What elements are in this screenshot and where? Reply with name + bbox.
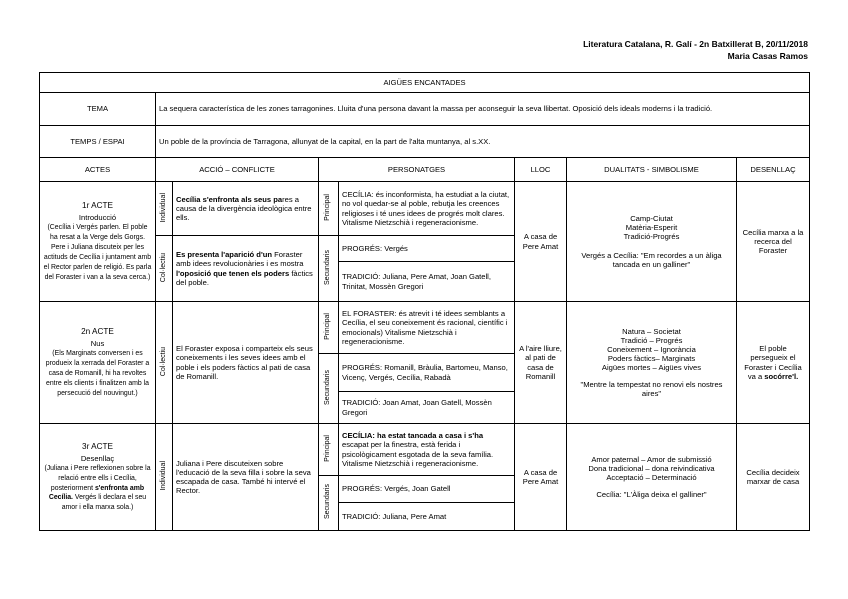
temps-text: Un poble de la província de Tarragona, allunyat de la capital, en la part de l'alta muntanya, al s.XX.	[156, 126, 810, 158]
act1-dualitat: Camp-Ciutat	[630, 213, 673, 223]
act2-principal-label: Principal	[324, 313, 332, 340]
act3-progres: PROGRÉS: Vergés, Joan Gatell	[339, 476, 515, 503]
act1-dualitat: Matèria-Esperit	[625, 222, 678, 232]
act1-subtitle: Introducció	[78, 213, 117, 223]
act2-quote: "Mentre la tempestat no renovi els nostres aires"	[580, 380, 723, 399]
act3-secundaris-label-cell	[319, 476, 339, 531]
act1-title: 1r ACTE	[82, 201, 113, 211]
act1-description: (Cecília i Vergés parlen. El poble ha resat a la Verge dels Gorgs. Pere i Juliana discuteix per les actituds de Cecília i juntament amb el Rector parlen de religió. Es parla del Foraster i van a la seva cerca.)	[43, 224, 152, 281]
act2-secundaris-label: Secundaris	[324, 369, 332, 405]
act1-action1	[173, 182, 319, 236]
act3-action1: Juliana i Pere discuteixen sobre l'educació de la seva filla i sobre la seva escapada de casa. També hi intervé el Rector.	[173, 424, 319, 531]
act1-action1-bold: Cecília s'enfronta als seus pa	[176, 194, 283, 204]
act1-principal-label: Principal	[324, 194, 332, 221]
act1-principal-label-cell	[319, 182, 339, 236]
act2-desenllac-bold: socórre'l.	[764, 371, 799, 381]
act3-desenllac: Cecília decideix marxar de casa	[737, 424, 810, 531]
act1-action1-text: res a causa de la divergència ideològica entre ells.	[176, 194, 312, 223]
act2-lloc: A l'aire lliure, al pati de casa de Romanill	[515, 302, 567, 424]
act1-action2-type: Col·lectiu	[159, 252, 167, 283]
act3-title: 3r ACTE	[82, 441, 113, 451]
act2-principal-label-cell	[319, 302, 339, 354]
act3-tradicio: TRADICIÓ: Juliana, Pere Amat	[339, 503, 515, 531]
act2-desenllac-text: El poble persegueix el Foraster i Cecília va a	[744, 344, 802, 381]
act2-dualitat: Poders fàctics– Marginats	[607, 353, 696, 363]
act2-principal: EL FORASTER: és atrevit i té idees semblants a Cecília, el seu coneixement és racional, científic i emocionals) Vitalisme Nietzschià i regeneracionisme.	[339, 302, 515, 354]
act2-action1: El Foraster exposa i comparteix els seus coneixements i les seves idees amb el poble i els poders fàctics al pati de casa de Romanill.	[173, 302, 319, 424]
document-header	[583, 38, 808, 62]
tema-label: TEMA	[40, 93, 156, 126]
act1-action2-type-cell	[156, 236, 173, 302]
table-title: AIGÜES ENCANTADES	[40, 73, 810, 93]
act2-secundaris-label-cell	[319, 354, 339, 424]
act1-action2	[173, 236, 319, 302]
act3-principal	[339, 424, 515, 476]
act1-cell	[40, 182, 156, 302]
act3-action1-type: Individual	[159, 461, 167, 491]
act2-cell	[40, 302, 156, 424]
act3-action1-type-cell	[156, 424, 173, 531]
act1-progres: PROGRÉS: Vergés	[339, 236, 515, 262]
act1-action2-bold: Es presenta l'aparició d'un	[176, 250, 273, 260]
col-header-lloc: LLOC	[515, 158, 567, 182]
act3-dualitat: Acceptació – Determinació	[606, 473, 697, 482]
act1-tradicio: TRADICIÓ: Juliana, Pere Amat, Joan Gatell, Trinitat, Mossèn Gregori	[339, 262, 515, 302]
act2-dualitat: Aigües mortes – Aigües vives	[601, 363, 702, 373]
act2-action1-type: Col·lectiu	[159, 346, 167, 377]
act3-dualitats	[567, 424, 737, 531]
analysis-table	[39, 72, 810, 531]
act1-action1-type: Individual	[159, 192, 167, 223]
act1-action2-bold2: l'oposició que tenen els poders	[176, 268, 290, 278]
act2-description: (Els Marginats conversen i es produeix la xerrada del Foraster a casa de Romanill, hi ha revoltes entre els clients i finalitzen amb la persecució del nouvingut.)	[45, 350, 150, 397]
act3-quote: Cecília: "L'Àliga deixa el galliner"	[596, 490, 707, 500]
act1-lloc: A casa de Pere Amat	[515, 182, 567, 302]
act3-dualitat: Dona tradicional – dona reivindicativa	[588, 463, 715, 473]
act2-subtitle: Nus	[90, 339, 105, 349]
act3-principal-bold: CECÍLIA: ha estat tancada a casa i s'ha	[342, 431, 484, 441]
act3-subtitle: Desenllaç	[80, 453, 115, 463]
tema-text: La sequera característica de les zones tarragonines. Lluita d'una persona davant la massa per aconseguir la seva llibertat. Oposició dels ideals moderns i la tradició.	[156, 93, 810, 126]
act2-tradicio: TRADICIÓ: Joan Amat, Joan Gatell, Mossèn Gregori	[339, 392, 515, 424]
act2-desenllac	[737, 302, 810, 424]
act2-progres: PROGRÉS: Romanill, Bràulia, Bartomeu, Manso, Vicenç, Vergés, Cecília, Rabadà	[339, 354, 515, 392]
act3-cell	[40, 424, 156, 531]
col-header-personatges: PERSONATGES	[319, 158, 515, 182]
act1-secundaris-label: Secundaris	[324, 249, 332, 285]
act3-dualitat: Amor paternal – Amor de submissió	[591, 454, 712, 464]
act1-quote: Vergés a Cecília: "Em recordes a un àliga tancada en un galliner"	[581, 251, 722, 270]
act3-principal-label-cell	[319, 424, 339, 476]
act2-dualitat: Coneixement – Ignorància	[607, 344, 696, 354]
act3-lloc: A casa de Pere Amat	[515, 424, 567, 531]
act2-action1-type-cell	[156, 302, 173, 424]
act3-principal-text: escapat per la finestra, està ferida i psicològicament esgotada de la seva família. Vitalisme Nietzschià i regeneracionisme.	[342, 440, 494, 468]
act3-secundaris-label: Secundaris	[324, 484, 332, 520]
act1-desenllac: Cecília marxa a la recerca del Foraster	[737, 182, 810, 302]
act2-dualitats	[567, 302, 737, 424]
act3-description-b: Vergés li declara el seu amor i ella marxa sola.)	[61, 494, 147, 512]
act1-action1-type-cell	[156, 182, 173, 236]
header-course-line: Literatura Catalana, R. Galí - 2n Batxillerat B, 20/11/2018	[583, 39, 808, 49]
act2-title: 2n ACTE	[81, 327, 114, 337]
act1-dualitats	[567, 182, 737, 302]
act2-dualitat: Tradició – Progrés	[620, 335, 683, 345]
act1-secundaris-label-cell	[319, 236, 339, 302]
act3-description-bold: s'enfronta amb Cecília.	[48, 484, 145, 502]
act3-description	[44, 465, 150, 512]
act1-dualitat: Tradició-Progrés	[623, 231, 680, 241]
col-header-accio: ACCIÓ – CONFLICTE	[156, 158, 319, 182]
act1-principal: CECÍLIA: és inconformista, ha estudiat a la ciutat, no vol quedar-se al poble, rebutja les creences religioses i té unes idees de progrés molt clares. Vitalisme Nietzschià i regeneracionisme.	[339, 182, 515, 236]
act1-action2-text2: fàctics del poble.	[176, 268, 313, 287]
act3-principal-label: Principal	[324, 435, 332, 462]
col-header-desenllac: DESENLLAÇ	[737, 158, 810, 182]
header-author-line: Maria Casas Ramos	[727, 51, 808, 61]
act3-description-a: (Juliana i Pere reflexionen sobre la relació entre ells i Cecília, posteriorment	[44, 464, 151, 492]
col-header-actes: ACTES	[40, 158, 156, 182]
col-header-dualitats: DUALITATS - SIMBOLISME	[567, 158, 737, 182]
temps-label: TEMPS / ESPAI	[40, 126, 156, 158]
act1-action2-text: Foraster amb idees revolucionàries i es mostra	[176, 250, 304, 269]
act2-dualitat: Natura – Societat	[622, 326, 681, 336]
